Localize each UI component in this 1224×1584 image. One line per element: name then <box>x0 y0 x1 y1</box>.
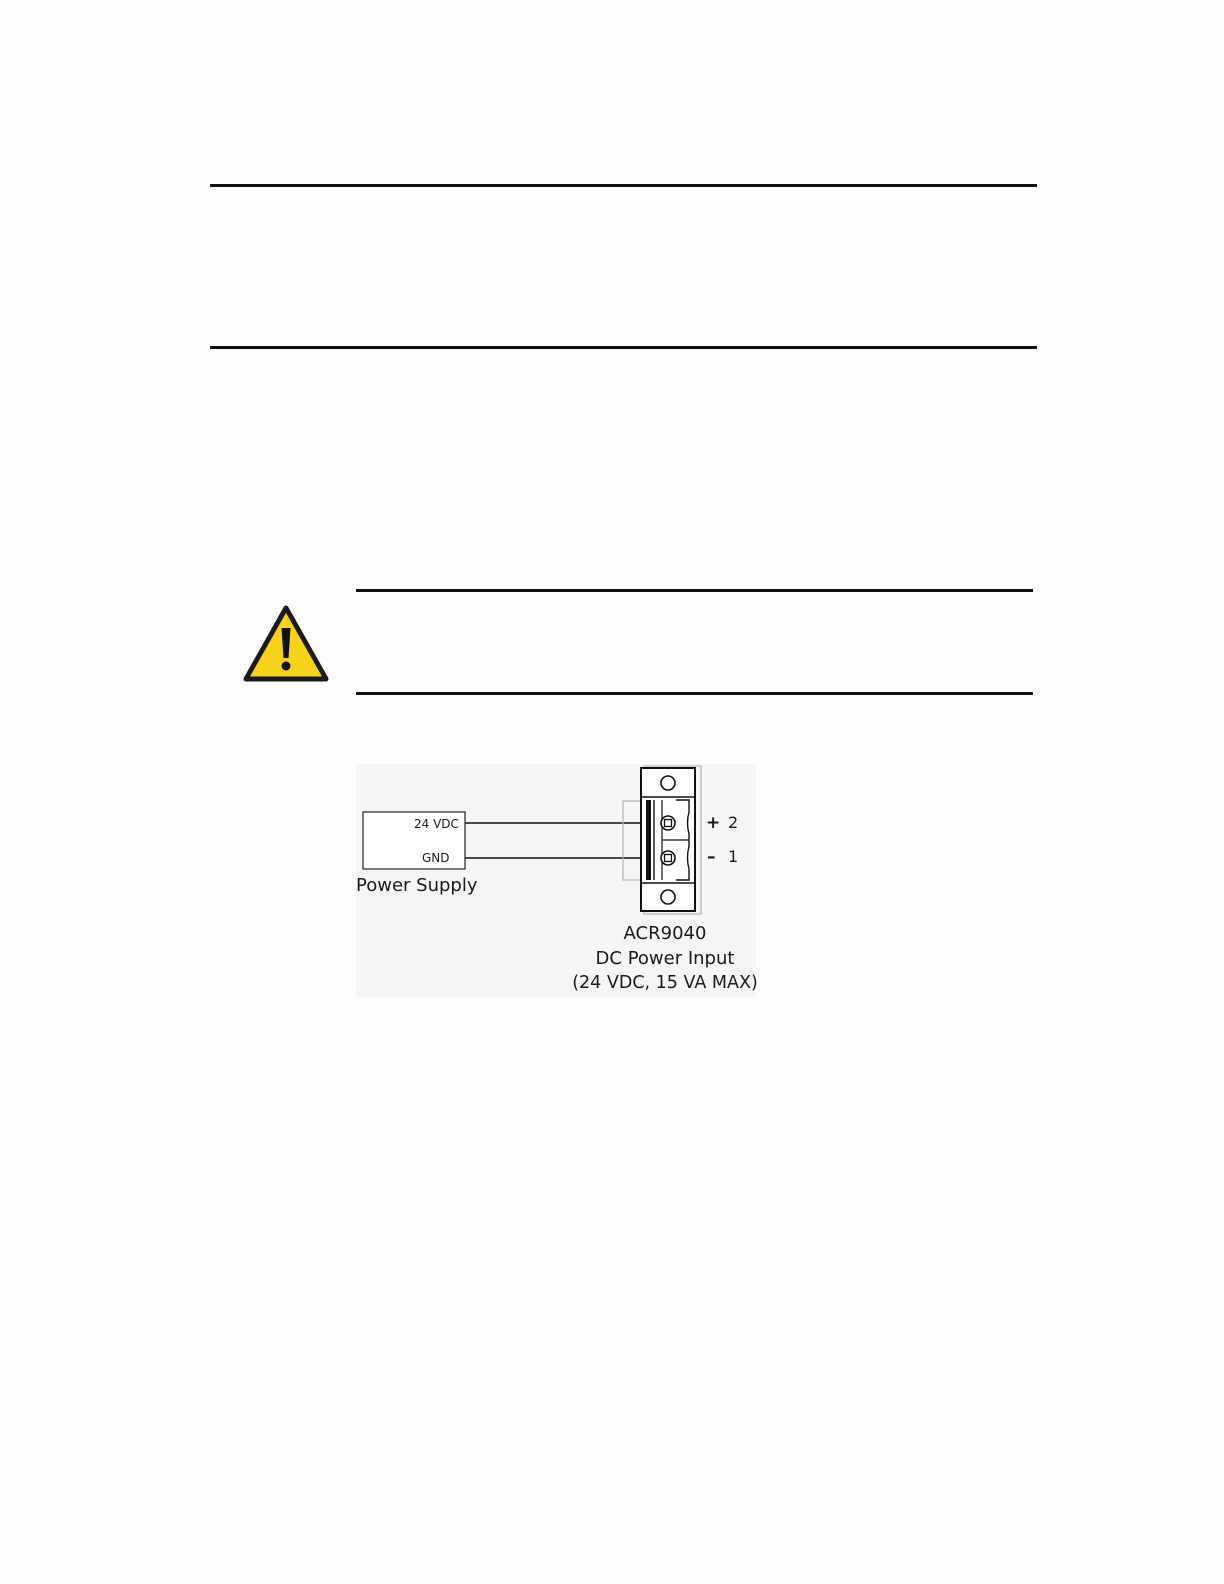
terminal-label-24vdc: 24 VDC <box>414 817 459 831</box>
connector-caption-title: DC Power Input <box>595 948 735 969</box>
wiring-diagram <box>356 764 756 998</box>
section-rule <box>210 346 1037 349</box>
connector-caption-model: ACR9040 <box>623 923 707 944</box>
caution-rule-bottom <box>356 692 1033 695</box>
pin-2-number: 2 <box>728 813 739 832</box>
top-rule <box>210 184 1037 187</box>
pin-1-sign: – <box>707 847 716 867</box>
warning-triangle-icon <box>243 605 329 683</box>
pin-1-number: 1 <box>728 847 739 866</box>
screw-terminal-2 <box>661 816 675 830</box>
terminal-label-gnd: GND <box>422 851 450 865</box>
screw-terminal-1 <box>661 851 675 865</box>
pin-2-sign: + <box>706 813 721 833</box>
caution-rule-top <box>356 589 1033 592</box>
power-supply-caption: Power Supply <box>356 875 478 896</box>
connector-caption-rating: (24 VDC, 15 VA MAX) <box>572 973 758 993</box>
